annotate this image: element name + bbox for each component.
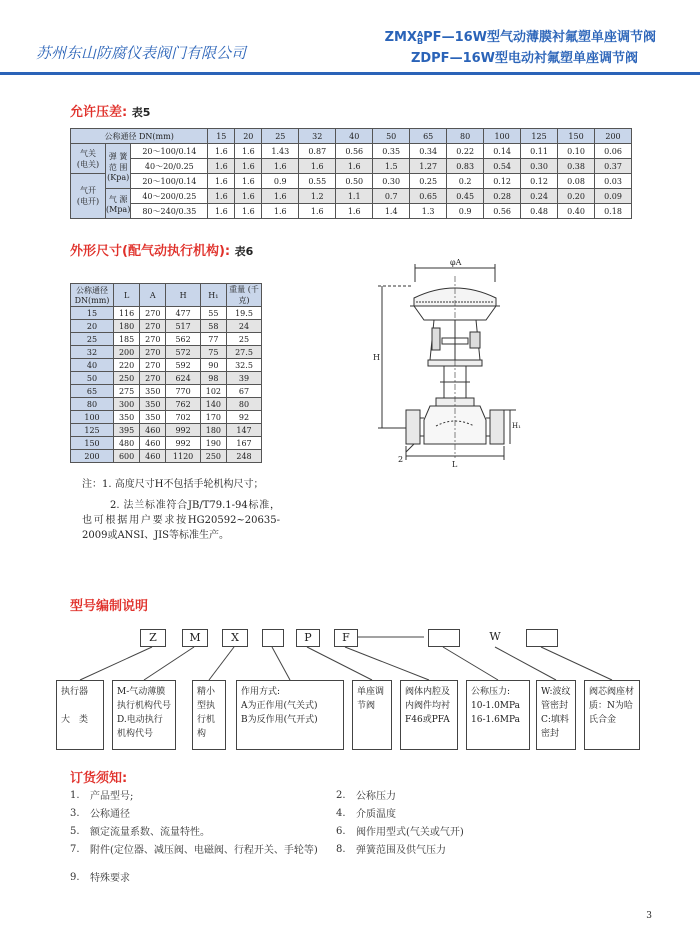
table6-cell: 190 (200, 437, 226, 450)
table6-cell: 32 (71, 346, 114, 359)
product-title-2: ZDPF—16W型电动衬氟塑单座调节阀 (410, 51, 638, 66)
table6-cell: 116 (114, 307, 140, 320)
table6-cell: 58 (200, 320, 226, 333)
table5-cell: 1.6 (235, 174, 262, 189)
drawing-label-2: 2 (398, 455, 404, 464)
code-description: 作用方式: A为正作用(气关式) B为反作用(气开式) (236, 680, 344, 750)
table6-cell: 180 (200, 424, 226, 437)
table6-header: H (166, 284, 200, 307)
table5-range: 20～100/0.14 (131, 144, 208, 159)
table5-group-line: (电关) (76, 159, 100, 169)
section2-title: 外形尺寸(配气动执行机构): (70, 244, 231, 259)
order-item (70, 790, 310, 804)
table6-cell: 32.5 (227, 359, 262, 372)
table6-cell: 248 (227, 450, 262, 463)
table5-header-label: 公称通径 DN(mm) (71, 129, 208, 144)
order-item-text: 阀作用型式(气关或气开) (356, 827, 464, 838)
table5-dn: 32 (299, 129, 336, 144)
drawing-label-h: H (373, 353, 380, 362)
code-letter-box: M (182, 629, 208, 647)
table5-cell: 0.06 (595, 144, 632, 159)
table5-dn: 20 (235, 129, 262, 144)
table5-cell: 0.45 (447, 189, 484, 204)
table5-cell: 0.30 (521, 159, 558, 174)
table5-cell: 1.6 (299, 204, 336, 219)
table6-cell: 350 (140, 385, 166, 398)
table6-cell: 180 (114, 320, 140, 333)
title1-suffix: PF—16W型气动薄膜衬氟塑单座调节阀 (423, 30, 656, 45)
table5-cell: 1.5 (373, 159, 410, 174)
table6-cell: 147 (227, 424, 262, 437)
table6-header: H₁ (200, 284, 226, 307)
drawing-label-l: L (452, 460, 458, 469)
table5-cell: 0.09 (595, 189, 632, 204)
table6-cell: 185 (114, 333, 140, 346)
table6-cell: 125 (71, 424, 114, 437)
table6-cell: 92 (227, 411, 262, 424)
table6-cell: 27.5 (227, 346, 262, 359)
table5-dn: 80 (447, 129, 484, 144)
table6-cell: 80 (227, 398, 262, 411)
table5-cell: 1.6 (336, 204, 373, 219)
table5-range: 40～20/0.25 (131, 159, 208, 174)
table5-cell: 0.28 (484, 189, 521, 204)
order-item (70, 826, 310, 840)
order-item-number: 2. (336, 790, 346, 801)
code-letter-box: X (222, 629, 248, 647)
table6-cell: 80 (71, 398, 114, 411)
title1-sub-top: A (416, 29, 424, 39)
table6-cell: 270 (140, 333, 166, 346)
table6-cell: 220 (114, 359, 140, 372)
title1-prefix: ZMX (384, 30, 417, 45)
table5-cell: 1.27 (410, 159, 447, 174)
table5-cell: 0.14 (484, 144, 521, 159)
table5-cell: 1.6 (208, 204, 235, 219)
order-item-text: 介质温度 (356, 809, 396, 820)
table6-cell: 250 (114, 372, 140, 385)
table5-cell: 1.6 (262, 189, 299, 204)
table6-cell: 250 (200, 450, 226, 463)
order-item-text: 弹簧范围及供气压力 (356, 845, 446, 856)
table5-cell: 0.18 (595, 204, 632, 219)
table5-cell: 1.6 (208, 144, 235, 159)
table5-cell: 1.6 (235, 159, 262, 174)
code-description: 精小型执行机构 (192, 680, 226, 750)
code-description: 执行器 大 类 (56, 680, 104, 750)
section-model-code: 型号编制说明 (70, 599, 149, 614)
code-description: M-气动薄膜执行机构代号 D.电动执行机构代号 (112, 680, 176, 750)
code-description: 阀体内腔及内阀件均衬F46或PFA (400, 680, 458, 750)
table5-group-line: 气开 (80, 186, 96, 195)
order-item-text: 公称通径 (90, 809, 130, 820)
order-item-text: 附件(定位器、减压阀、电磁阀、行程开关、手轮等) (90, 845, 318, 856)
drawing-label-a: φA (450, 258, 462, 267)
table5-cell: 1.3 (410, 204, 447, 219)
table6-cell: 572 (166, 346, 200, 359)
table5-spring-line: (Kpa) (107, 172, 130, 182)
table5-cell: 0.56 (484, 204, 521, 219)
code-letter-box: Z (140, 629, 166, 647)
table6-cell: 75 (200, 346, 226, 359)
table6-cell: 200 (71, 450, 114, 463)
table5-cell: 1.6 (235, 204, 262, 219)
table6-cell: 477 (166, 307, 200, 320)
table5-cell: 0.25 (410, 174, 447, 189)
table6-cell: 200 (114, 346, 140, 359)
table5-cell: 0.83 (447, 159, 484, 174)
table5-cell: 1.1 (336, 189, 373, 204)
table6-cell: 150 (71, 437, 114, 450)
company-name: 苏州东山防腐仪表阀门有限公司 (36, 44, 247, 62)
table5-cell: 0.24 (521, 189, 558, 204)
table5-cell: 0.40 (558, 204, 595, 219)
order-item (336, 844, 576, 858)
section2-table-label: 表6 (234, 245, 254, 258)
table6-cell: 19.5 (227, 307, 262, 320)
table6-cell: 55 (200, 307, 226, 320)
table6-header: 公称通径 DN(mm) (71, 284, 114, 307)
order-item (70, 808, 310, 822)
table5-cell: 1.6 (235, 189, 262, 204)
table5-cell: 0.03 (595, 174, 632, 189)
table6-cell: 350 (140, 411, 166, 424)
table5-cell: 0.08 (558, 174, 595, 189)
table5-dn: 125 (521, 129, 558, 144)
table6-cell: 270 (140, 359, 166, 372)
table6-header: L (114, 284, 140, 307)
table5-group-line: 气关 (80, 148, 96, 158)
order-item (336, 826, 576, 840)
table5-cell: 0.54 (484, 159, 521, 174)
table6-cell: 562 (166, 333, 200, 346)
code-letter-box: P (296, 629, 320, 647)
table6-cell: 90 (200, 359, 226, 372)
table5-dn: 150 (558, 129, 595, 144)
title1-sub-bottom: B (417, 36, 424, 46)
note-2: 2. 法兰标准符合JB/T79.1-94标准，也可根据用户要求按HG20592~20635-2009或ANSI、JIS等标准生产。 (82, 500, 280, 541)
table5-dn: 200 (595, 129, 632, 144)
table6-cell: 270 (140, 372, 166, 385)
table5-cell: 1.6 (299, 159, 336, 174)
table5-cell: 0.35 (373, 144, 410, 159)
order-item (70, 872, 310, 886)
table6-cell: 39 (227, 372, 262, 385)
code-description: 阀芯阀座材质：N为哈氏合金 (584, 680, 640, 750)
table5-dn: 40 (336, 129, 373, 144)
table5-range: 40～200/0.25 (131, 189, 208, 204)
table5-cell: 1.6 (235, 144, 262, 159)
table6-cell: 25 (71, 333, 114, 346)
table5-cell: 1.6 (262, 204, 299, 219)
table5-dn: 25 (262, 129, 299, 144)
table5-group-line: (电开) (76, 197, 100, 206)
table6-cell: 270 (140, 320, 166, 333)
table5-cell: 0.9 (447, 204, 484, 219)
table6-cell: 1120 (166, 450, 200, 463)
table5-range: 20～100/0.14 (131, 174, 208, 189)
table5-dn: 100 (484, 129, 521, 144)
page-number: 3 (646, 911, 652, 921)
table6-cell: 770 (166, 385, 200, 398)
table5-spring-line: 范 围 (108, 162, 128, 172)
order-item-number: 3. (70, 808, 80, 819)
table5-cell: 1.6 (336, 159, 373, 174)
order-item-number: 5. (70, 826, 80, 837)
table5-cell: 0.56 (336, 144, 373, 159)
drawing-label-h1: H₁ (512, 422, 521, 430)
table5-cell: 0.20 (558, 189, 595, 204)
section1-table-label: 表5 (131, 106, 151, 119)
table5-air-line: 气 源 (108, 194, 128, 204)
order-item (336, 790, 576, 804)
table6-cell: 167 (227, 437, 262, 450)
table5-cell: 0.22 (447, 144, 484, 159)
table5-cell: 0.65 (410, 189, 447, 204)
table5-cell: 0.7 (373, 189, 410, 204)
table5-cell: 0.55 (299, 174, 336, 189)
table6-cell: 992 (166, 424, 200, 437)
order-item-number: 8. (336, 844, 346, 855)
table6-cell: 275 (114, 385, 140, 398)
table6-cell: 98 (200, 372, 226, 385)
order-item (70, 844, 320, 858)
table6-cell: 270 (140, 346, 166, 359)
table5-cell: 1.2 (299, 189, 336, 204)
table6-cell: 20 (71, 320, 114, 333)
table5-cell: 0.9 (262, 174, 299, 189)
table6-cell: 762 (166, 398, 200, 411)
table6-cell: 102 (200, 385, 226, 398)
code-description: 公称压力: 10-1.0MPa 16-1.6MPa (466, 680, 530, 750)
table5-cell: 1.6 (262, 159, 299, 174)
table5-cell: 0.11 (521, 144, 558, 159)
table5-cell: 0.87 (299, 144, 336, 159)
table6-cell: 350 (140, 398, 166, 411)
table5-cell: 1.4 (373, 204, 410, 219)
order-item-number: 9. (70, 872, 80, 883)
table6-cell: 170 (200, 411, 226, 424)
table6-header: 重量 (千克) (227, 284, 262, 307)
table5-cell: 0.2 (447, 174, 484, 189)
code-letter-box: W (489, 630, 501, 643)
note-1: 注：1. 高度尺寸H不包括手轮机构尺寸； (82, 479, 264, 490)
table5-cell: 0.34 (410, 144, 447, 159)
table5-air-line: (Mpa) (106, 204, 131, 214)
table5-dn: 50 (373, 129, 410, 144)
table6-cell: 300 (114, 398, 140, 411)
order-item-number: 6. (336, 826, 346, 837)
table5-cell: 0.12 (484, 174, 521, 189)
table6-cell: 100 (71, 411, 114, 424)
table6-cell: 460 (140, 437, 166, 450)
order-item-number: 7. (70, 844, 80, 855)
table5-dn: 65 (410, 129, 447, 144)
table6-cell: 592 (166, 359, 200, 372)
order-item (336, 808, 576, 822)
table5-cell: 0.37 (595, 159, 632, 174)
table6-cell: 15 (71, 307, 114, 320)
order-item-text: 额定流量系数、流量特性。 (90, 827, 210, 838)
order-item-text: 产品型号; (90, 791, 134, 802)
table6-cell: 624 (166, 372, 200, 385)
table6-cell: 460 (140, 450, 166, 463)
table5-cell: 1.6 (208, 174, 235, 189)
table6-cell: 65 (71, 385, 114, 398)
order-item-number: 1. (70, 790, 80, 801)
table6-cell: 140 (200, 398, 226, 411)
table5-cell: 1.43 (262, 144, 299, 159)
section-ordering: 订货须知: (70, 771, 128, 786)
table5-cell: 0.30 (373, 174, 410, 189)
code-description: 单座调节阀 (352, 680, 392, 750)
table6-cell: 270 (140, 307, 166, 320)
table6-cell: 25 (227, 333, 262, 346)
table5-cell: 0.12 (521, 174, 558, 189)
table6-cell: 50 (71, 372, 114, 385)
table5-cell: 1.6 (208, 189, 235, 204)
section1-title: 允许压差: (70, 105, 128, 120)
table5-cell: 0.50 (336, 174, 373, 189)
table6-cell: 67 (227, 385, 262, 398)
order-item-text: 公称压力 (356, 791, 396, 802)
code-description: W:波纹管密封 C:填料密封 (536, 680, 576, 750)
table6-cell: 24 (227, 320, 262, 333)
table5-cell: 0.10 (558, 144, 595, 159)
table5-cell: 1.6 (208, 159, 235, 174)
table6-header: A (140, 284, 166, 307)
table6-cell: 517 (166, 320, 200, 333)
table6-cell: 480 (114, 437, 140, 450)
table5-spring-line: 弹 簧 (108, 151, 128, 161)
table5-dn: 15 (208, 129, 235, 144)
table6-cell: 992 (166, 437, 200, 450)
order-item-number: 4. (336, 808, 346, 819)
table5-cell: 0.48 (521, 204, 558, 219)
order-item-text: 特殊要求 (90, 873, 130, 884)
code-letter-box: F (334, 629, 358, 647)
table6-cell: 702 (166, 411, 200, 424)
table6-cell: 350 (114, 411, 140, 424)
table5-range: 80～240/0.35 (131, 204, 208, 219)
table6-cell: 40 (71, 359, 114, 372)
table6-cell: 395 (114, 424, 140, 437)
table5-cell: 0.38 (558, 159, 595, 174)
table6-cell: 600 (114, 450, 140, 463)
table6-cell: 77 (200, 333, 226, 346)
table6-cell: 460 (140, 424, 166, 437)
